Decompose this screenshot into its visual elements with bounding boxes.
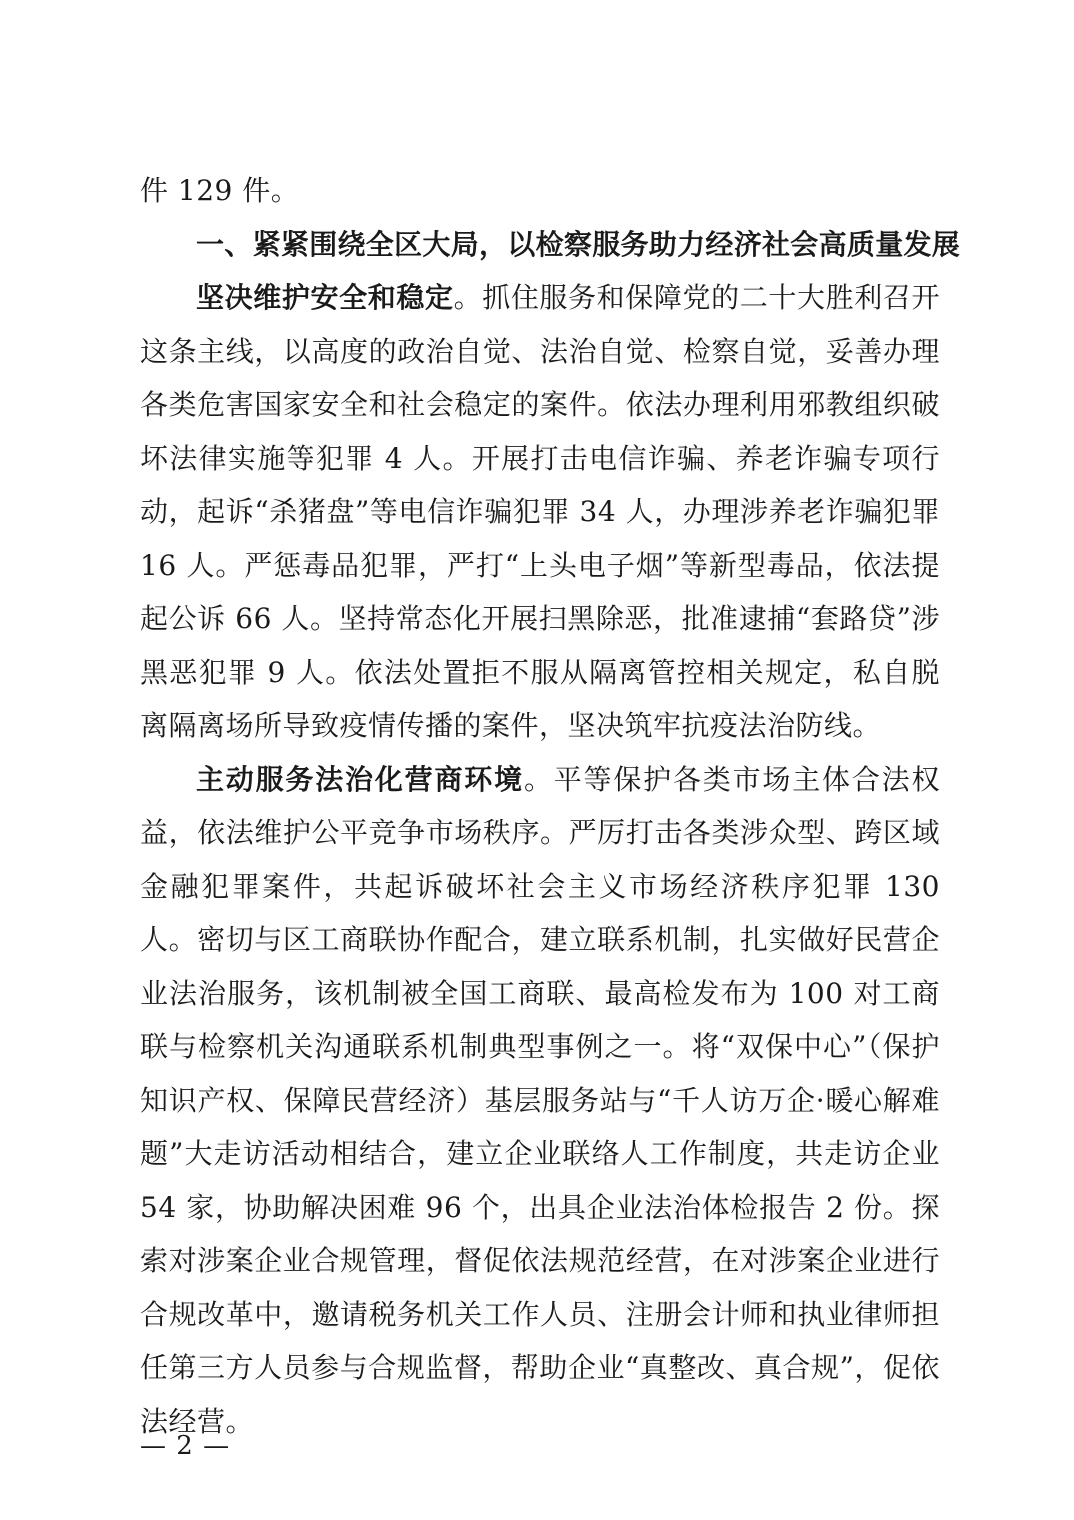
page-number: — 2 — [140, 1431, 231, 1461]
paragraph-security [140, 271, 940, 753]
paragraph-lead: 主动服务法治化营商环境 [196, 762, 524, 796]
paragraph-business-environment [140, 753, 940, 1449]
document-body [140, 164, 961, 1448]
paragraph-text: 。平等保护各类市场主体合法权益，依法维护公平竞争市场秩序。严厉打击各类涉众型、跨区域金融犯罪案件，共起诉破坏社会主义市场经济秩序犯罪 130 人。密切与区工商联协作配合，建立联系机制，扎实做好民营企业法治服务，该机制被全国工商联、最高检发布为 100 对工商联与检察机关沟通联系机制典型事例之一。将“双保中心”（保护知识产权、保障民营经济）基层服务站与“千人访万企·暖心解难题”大走访活动相结合，建立企业联络人工作制度，共走访企业 54 家，协助解决困难 96 个，出具企业法治体检报告 2 份。探索对涉案企业合规管理，督促依法规范经营，在对涉案企业进行合规改革中，邀请税务机关工作人员、注册会计师和执业律师担任第三方人员参与合规监督，帮助企业“真整改、真合规”，促依法经营。 [140, 762, 940, 1438]
continuation-text: 件 129 件。 [140, 174, 300, 207]
paragraph-lead: 坚决维护安全和稳定 [196, 281, 454, 314]
paragraph-text: 。抓住服务和保障党的二十大胜利召开这条主线，以高度的政治自觉、法治自觉、检察自觉，妥善办理各类危害国家安全和社会稳定的案件。依法办理利用邪教组织破坏法律实施等犯罪 4 人。开展打击电信诈骗、养老诈骗专项行动，起诉“杀猪盘”等电信诈骗犯罪 34 人，办理涉养老诈骗犯罪 16 人。严惩毒品犯罪，严打“上头电子烟”等新型毒品，依法提起公诉 66 人。坚持常态化开展扫黑除恶，批准逮捕“套路贷”涉黑恶犯罪 9 人。依法处置拒不服从隔离管控相关规定，私自脱离隔离场所导致疫情传播的案件，坚决筑牢抗疫法治防线。 [140, 281, 940, 742]
section-heading: 一、紧紧围绕全区大局，以检察服务助力经济社会高质量发展 [196, 227, 961, 261]
